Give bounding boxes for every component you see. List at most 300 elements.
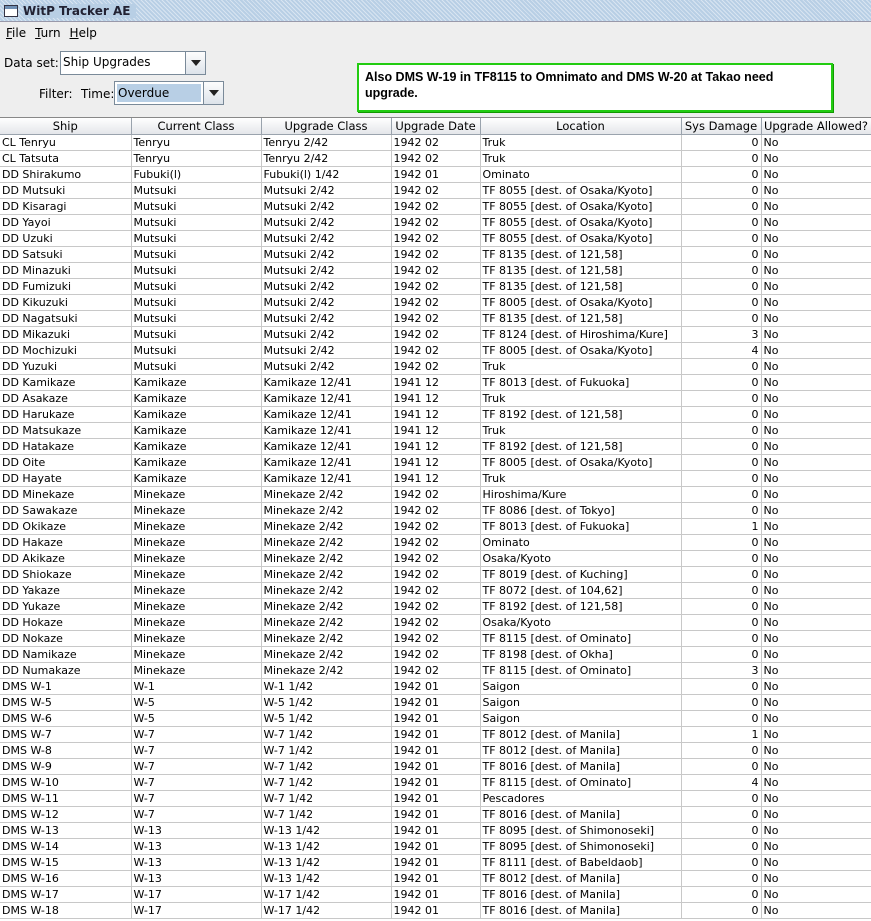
- cell-upgrade-date: 1942 01: [391, 870, 480, 886]
- cell-sys-damage: 0: [681, 310, 761, 326]
- cell-location: TF 8005 [dest. of Osaka/Kyoto]: [480, 294, 681, 310]
- cell-upgrade-class: Minekaze 2/42: [261, 534, 391, 550]
- cell-upgrade-date: 1942 01: [391, 678, 480, 694]
- cell-upgrade-date: 1941 12: [391, 422, 480, 438]
- cell-upgrade-date: 1942 02: [391, 214, 480, 230]
- cell-location: Ominato: [480, 534, 681, 550]
- table-row[interactable]: [0, 614, 871, 630]
- cell-upgrade-class: Minekaze 2/42: [261, 662, 391, 678]
- cell-upgrade-class: Kamikaze 12/41: [261, 390, 391, 406]
- cell-sys-damage: 1: [681, 518, 761, 534]
- cell-upgrade-date: 1942 02: [391, 278, 480, 294]
- cell-upgrade-date: 1942 02: [391, 630, 480, 646]
- cell-upgrade-class: Minekaze 2/42: [261, 630, 391, 646]
- cell-current-class: Minekaze: [131, 598, 261, 614]
- column-header-current-class[interactable]: Current Class: [131, 118, 261, 134]
- cell-upgrade-date: 1941 12: [391, 470, 480, 486]
- cell-upgrade-date: 1941 12: [391, 374, 480, 390]
- upgrades-table-container[interactable]: [0, 117, 871, 921]
- table-row[interactable]: [0, 758, 871, 774]
- cell-upgrade-class: Mutsuki 2/42: [261, 198, 391, 214]
- dataset-dropdown-button[interactable]: [185, 52, 205, 74]
- menu-file-rest: ile: [12, 26, 27, 40]
- menu-file[interactable]: [3, 26, 32, 40]
- cell-upgrade-date: 1941 12: [391, 438, 480, 454]
- cell-upgrade-allowed: No: [761, 870, 871, 886]
- cell-current-class: Mutsuki: [131, 230, 261, 246]
- cell-upgrade-date: 1942 02: [391, 326, 480, 342]
- cell-ship: DD Yuzuki: [0, 358, 131, 374]
- cell-current-class: Kamikaze: [131, 406, 261, 422]
- cell-upgrade-allowed: No: [761, 150, 871, 166]
- cell-sys-damage: 0: [681, 566, 761, 582]
- table-row[interactable]: [0, 438, 871, 454]
- table-row[interactable]: [0, 854, 871, 870]
- menu-turn-rest: urn: [40, 26, 61, 40]
- table-row[interactable]: [0, 406, 871, 422]
- table-row[interactable]: [0, 150, 871, 166]
- cell-upgrade-class: Minekaze 2/42: [261, 646, 391, 662]
- cell-current-class: Kamikaze: [131, 454, 261, 470]
- cell-upgrade-allowed: No: [761, 486, 871, 502]
- cell-location: Pescadores: [480, 790, 681, 806]
- cell-current-class: Minekaze: [131, 630, 261, 646]
- cell-upgrade-class: Kamikaze 12/41: [261, 438, 391, 454]
- column-header-upgrade-date[interactable]: Upgrade Date: [391, 118, 480, 134]
- cell-ship: DD Shiokaze: [0, 566, 131, 582]
- cell-ship: DD Sawakaze: [0, 502, 131, 518]
- table-row[interactable]: [0, 214, 871, 230]
- cell-current-class: W-13: [131, 870, 261, 886]
- cell-location: Truk: [480, 358, 681, 374]
- cell-upgrade-allowed: No: [761, 134, 871, 150]
- cell-upgrade-date: 1942 02: [391, 566, 480, 582]
- cell-upgrade-class: Minekaze 2/42: [261, 550, 391, 566]
- cell-upgrade-allowed: No: [761, 838, 871, 854]
- cell-ship: DMS W-17: [0, 886, 131, 902]
- cell-ship: DD Minekaze: [0, 486, 131, 502]
- menu-turn[interactable]: [32, 26, 66, 40]
- cell-location: TF 8055 [dest. of Osaka/Kyoto]: [480, 230, 681, 246]
- cell-location: TF 8013 [dest. of Fukuoka]: [480, 518, 681, 534]
- table-row[interactable]: [0, 294, 871, 310]
- table-row[interactable]: [0, 902, 871, 918]
- cell-location: TF 8005 [dest. of Osaka/Kyoto]: [480, 342, 681, 358]
- cell-upgrade-date: 1942 01: [391, 854, 480, 870]
- cell-upgrade-date: 1942 02: [391, 534, 480, 550]
- table-row[interactable]: [0, 662, 871, 678]
- cell-upgrade-date: 1942 02: [391, 486, 480, 502]
- cell-sys-damage: 0: [681, 358, 761, 374]
- title-bar[interactable]: [0, 0, 871, 22]
- table-row[interactable]: [0, 822, 871, 838]
- cell-upgrade-class: W-17 1/42: [261, 886, 391, 902]
- table-row[interactable]: [0, 278, 871, 294]
- cell-current-class: Minekaze: [131, 582, 261, 598]
- cell-upgrade-date: 1942 01: [391, 902, 480, 918]
- cell-location: Saigon: [480, 694, 681, 710]
- cell-upgrade-class: Minekaze 2/42: [261, 614, 391, 630]
- cell-ship: DD Shirakumo: [0, 166, 131, 182]
- cell-upgrade-date: 1942 02: [391, 502, 480, 518]
- column-header-upgrade-allowed[interactable]: Upgrade Allowed?: [761, 118, 871, 134]
- cell-ship: DD Hatakaze: [0, 438, 131, 454]
- cell-upgrade-date: 1942 02: [391, 518, 480, 534]
- cell-ship: DMS W-8: [0, 742, 131, 758]
- cell-sys-damage: 0: [681, 502, 761, 518]
- cell-upgrade-allowed: No: [761, 230, 871, 246]
- cell-upgrade-allowed: No: [761, 470, 871, 486]
- cell-upgrade-class: W-5 1/42: [261, 710, 391, 726]
- cell-ship: DD Hakaze: [0, 534, 131, 550]
- cell-upgrade-class: Kamikaze 12/41: [261, 422, 391, 438]
- cell-upgrade-allowed: No: [761, 214, 871, 230]
- cell-upgrade-class: W-7 1/42: [261, 742, 391, 758]
- cell-ship: DMS W-14: [0, 838, 131, 854]
- cell-sys-damage: 0: [681, 294, 761, 310]
- cell-ship: DD Yayoi: [0, 214, 131, 230]
- cell-ship: DMS W-9: [0, 758, 131, 774]
- cell-sys-damage: 0: [681, 470, 761, 486]
- column-header-ship[interactable]: Ship: [0, 118, 131, 134]
- cell-upgrade-allowed: No: [761, 374, 871, 390]
- cell-sys-damage: 0: [681, 230, 761, 246]
- table-header-row: [0, 118, 871, 134]
- cell-location: Truk: [480, 470, 681, 486]
- menu-turn-mnemonic: T: [35, 26, 41, 40]
- cell-ship: DD Numakaze: [0, 662, 131, 678]
- cell-upgrade-allowed: No: [761, 742, 871, 758]
- cell-ship: DD Yakaze: [0, 582, 131, 598]
- cell-sys-damage: 0: [681, 870, 761, 886]
- table-row[interactable]: [0, 374, 871, 390]
- table-row[interactable]: [0, 870, 871, 886]
- table-row[interactable]: [0, 230, 871, 246]
- cell-sys-damage: 0: [681, 454, 761, 470]
- cell-sys-damage: 0: [681, 166, 761, 182]
- cell-current-class: Mutsuki: [131, 214, 261, 230]
- cell-upgrade-allowed: No: [761, 182, 871, 198]
- cell-sys-damage: 0: [681, 198, 761, 214]
- cell-current-class: W-7: [131, 758, 261, 774]
- cell-upgrade-class: Minekaze 2/42: [261, 566, 391, 582]
- table-row[interactable]: [0, 694, 871, 710]
- cell-upgrade-date: 1942 02: [391, 310, 480, 326]
- cell-location: TF 8072 [dest. of 104,62]: [480, 582, 681, 598]
- cell-upgrade-date: 1942 02: [391, 230, 480, 246]
- cell-location: Truk: [480, 150, 681, 166]
- cell-current-class: W-7: [131, 774, 261, 790]
- cell-sys-damage: 0: [681, 486, 761, 502]
- cell-ship: DD Hokaze: [0, 614, 131, 630]
- cell-current-class: W-7: [131, 742, 261, 758]
- table-row[interactable]: [0, 646, 871, 662]
- cell-current-class: Minekaze: [131, 534, 261, 550]
- cell-ship: DD Satsuki: [0, 246, 131, 262]
- cell-sys-damage: 0: [681, 150, 761, 166]
- cell-sys-damage: 0: [681, 838, 761, 854]
- cell-upgrade-class: Mutsuki 2/42: [261, 262, 391, 278]
- cell-upgrade-allowed: No: [761, 198, 871, 214]
- table-row[interactable]: [0, 246, 871, 262]
- cell-upgrade-allowed: No: [761, 662, 871, 678]
- table-row[interactable]: [0, 358, 871, 374]
- cell-upgrade-allowed: No: [761, 406, 871, 422]
- table-row[interactable]: [0, 678, 871, 694]
- cell-upgrade-date: 1941 12: [391, 406, 480, 422]
- cell-location: TF 8019 [dest. of Kuching]: [480, 566, 681, 582]
- cell-sys-damage: 4: [681, 774, 761, 790]
- cell-upgrade-class: W-7 1/42: [261, 726, 391, 742]
- table-row[interactable]: [0, 886, 871, 902]
- cell-upgrade-class: Kamikaze 12/41: [261, 374, 391, 390]
- table-row[interactable]: [0, 742, 871, 758]
- cell-ship: DD Kikuzuki: [0, 294, 131, 310]
- ship-upgrades-table: [0, 118, 871, 919]
- cell-upgrade-allowed: No: [761, 438, 871, 454]
- table-row[interactable]: [0, 534, 871, 550]
- table-row[interactable]: [0, 486, 871, 502]
- cell-ship: DMS W-16: [0, 870, 131, 886]
- table-row[interactable]: [0, 710, 871, 726]
- cell-upgrade-allowed: No: [761, 854, 871, 870]
- cell-upgrade-allowed: No: [761, 278, 871, 294]
- cell-sys-damage: 0: [681, 374, 761, 390]
- cell-ship: DMS W-15: [0, 854, 131, 870]
- cell-upgrade-date: 1942 02: [391, 614, 480, 630]
- table-row[interactable]: [0, 630, 871, 646]
- cell-upgrade-allowed: No: [761, 774, 871, 790]
- cell-upgrade-date: 1942 02: [391, 662, 480, 678]
- cell-current-class: W-7: [131, 806, 261, 822]
- cell-upgrade-class: Mutsuki 2/42: [261, 230, 391, 246]
- cell-sys-damage: 0: [681, 790, 761, 806]
- cell-upgrade-allowed: No: [761, 710, 871, 726]
- cell-upgrade-class: Fubuki(l) 1/42: [261, 166, 391, 182]
- cell-upgrade-allowed: No: [761, 646, 871, 662]
- cell-location: TF 8012 [dest. of Manila]: [480, 726, 681, 742]
- cell-location: TF 8016 [dest. of Manila]: [480, 758, 681, 774]
- cell-current-class: W-13: [131, 838, 261, 854]
- cell-location: TF 8135 [dest. of 121,58]: [480, 246, 681, 262]
- cell-sys-damage: 0: [681, 534, 761, 550]
- cell-upgrade-allowed: No: [761, 518, 871, 534]
- cell-ship: DMS W-13: [0, 822, 131, 838]
- cell-location: TF 8086 [dest. of Tokyo]: [480, 502, 681, 518]
- chevron-down-icon: [191, 60, 201, 66]
- cell-upgrade-date: 1942 02: [391, 342, 480, 358]
- dataset-select-value: Ship Upgrades: [63, 55, 151, 69]
- cell-ship: DMS W-18: [0, 902, 131, 918]
- cell-location: Hiroshima/Kure: [480, 486, 681, 502]
- column-header-location[interactable]: Location: [480, 118, 681, 134]
- cell-ship: DD Matsukaze: [0, 422, 131, 438]
- cell-upgrade-allowed: No: [761, 630, 871, 646]
- cell-upgrade-date: 1942 02: [391, 246, 480, 262]
- cell-upgrade-class: Mutsuki 2/42: [261, 358, 391, 374]
- cell-sys-damage: 0: [681, 646, 761, 662]
- cell-sys-damage: 0: [681, 406, 761, 422]
- cell-upgrade-class: Minekaze 2/42: [261, 502, 391, 518]
- cell-current-class: Mutsuki: [131, 326, 261, 342]
- table-row[interactable]: [0, 598, 871, 614]
- table-row[interactable]: [0, 182, 871, 198]
- cell-current-class: W-5: [131, 710, 261, 726]
- cell-current-class: Fubuki(l): [131, 166, 261, 182]
- cell-upgrade-date: 1942 02: [391, 294, 480, 310]
- table-row[interactable]: [0, 806, 871, 822]
- dataset-select[interactable]: [60, 51, 206, 75]
- table-row[interactable]: [0, 342, 871, 358]
- cell-current-class: W-7: [131, 790, 261, 806]
- cell-upgrade-date: 1942 02: [391, 582, 480, 598]
- cell-upgrade-allowed: No: [761, 358, 871, 374]
- table-row[interactable]: [0, 582, 871, 598]
- table-row[interactable]: [0, 390, 871, 406]
- cell-upgrade-allowed: No: [761, 886, 871, 902]
- cell-sys-damage: 3: [681, 662, 761, 678]
- app-window-icon: [4, 5, 18, 17]
- table-row[interactable]: [0, 502, 871, 518]
- cell-current-class: Minekaze: [131, 550, 261, 566]
- cell-ship: DD Mikazuki: [0, 326, 131, 342]
- cell-upgrade-allowed: No: [761, 502, 871, 518]
- cell-location: TF 8192 [dest. of 121,58]: [480, 406, 681, 422]
- table-row[interactable]: [0, 518, 871, 534]
- table-row[interactable]: [0, 838, 871, 854]
- cell-upgrade-date: 1942 01: [391, 726, 480, 742]
- filter-label: Filter:: [39, 87, 73, 101]
- cell-upgrade-class: Tenryu 2/42: [261, 150, 391, 166]
- cell-upgrade-class: Kamikaze 12/41: [261, 406, 391, 422]
- menu-help[interactable]: [67, 26, 103, 40]
- cell-location: TF 8115 [dest. of Ominato]: [480, 774, 681, 790]
- cell-upgrade-class: Kamikaze 12/41: [261, 470, 391, 486]
- cell-upgrade-class: Mutsuki 2/42: [261, 294, 391, 310]
- menu-help-mnemonic: H: [69, 26, 79, 40]
- cell-sys-damage: 0: [681, 550, 761, 566]
- cell-upgrade-date: 1942 01: [391, 806, 480, 822]
- table-row[interactable]: [0, 566, 871, 582]
- cell-sys-damage: 0: [681, 630, 761, 646]
- cell-upgrade-date: 1942 01: [391, 774, 480, 790]
- cell-sys-damage: 4: [681, 342, 761, 358]
- cell-current-class: Kamikaze: [131, 390, 261, 406]
- cell-location: TF 8135 [dest. of 121,58]: [480, 310, 681, 326]
- cell-upgrade-allowed: No: [761, 598, 871, 614]
- cell-current-class: Minekaze: [131, 646, 261, 662]
- cell-location: TF 8192 [dest. of 121,58]: [480, 438, 681, 454]
- cell-current-class: Tenryu: [131, 134, 261, 150]
- cell-sys-damage: 0: [681, 438, 761, 454]
- cell-upgrade-class: W-7 1/42: [261, 806, 391, 822]
- cell-ship: DD Mutsuki: [0, 182, 131, 198]
- table-row[interactable]: [0, 326, 871, 342]
- cell-location: Saigon: [480, 678, 681, 694]
- cell-sys-damage: 1: [681, 726, 761, 742]
- cell-upgrade-allowed: No: [761, 678, 871, 694]
- chevron-down-icon: [209, 90, 219, 96]
- cell-sys-damage: 0: [681, 886, 761, 902]
- cell-current-class: Mutsuki: [131, 294, 261, 310]
- cell-upgrade-class: Minekaze 2/42: [261, 518, 391, 534]
- table-row[interactable]: [0, 198, 871, 214]
- cell-current-class: Mutsuki: [131, 182, 261, 198]
- cell-current-class: Kamikaze: [131, 470, 261, 486]
- cell-current-class: W-1: [131, 678, 261, 694]
- menu-file-mnemonic: F: [6, 26, 13, 40]
- cell-location: TF 8192 [dest. of 121,58]: [480, 598, 681, 614]
- window-title: WitP Tracker AE: [23, 4, 136, 18]
- cell-ship: DMS W-12: [0, 806, 131, 822]
- cell-ship: DD Kamikaze: [0, 374, 131, 390]
- cell-upgrade-class: W-7 1/42: [261, 790, 391, 806]
- cell-sys-damage: 0: [681, 134, 761, 150]
- cell-upgrade-class: Minekaze 2/42: [261, 582, 391, 598]
- cell-sys-damage: 0: [681, 278, 761, 294]
- cell-upgrade-allowed: No: [761, 454, 871, 470]
- cell-upgrade-date: 1942 02: [391, 646, 480, 662]
- cell-upgrade-allowed: No: [761, 822, 871, 838]
- cell-ship: DD Hayate: [0, 470, 131, 486]
- cell-sys-damage: 0: [681, 902, 761, 918]
- cell-ship: DD Yukaze: [0, 598, 131, 614]
- table-row[interactable]: [0, 726, 871, 742]
- table-row[interactable]: [0, 310, 871, 326]
- table-row[interactable]: [0, 550, 871, 566]
- cell-upgrade-date: 1942 01: [391, 822, 480, 838]
- cell-sys-damage: 0: [681, 854, 761, 870]
- cell-ship: DD Okikaze: [0, 518, 131, 534]
- cell-location: Ominato: [480, 166, 681, 182]
- cell-current-class: Kamikaze: [131, 438, 261, 454]
- cell-current-class: W-17: [131, 902, 261, 918]
- cell-current-class: Kamikaze: [131, 374, 261, 390]
- column-header-sys-damage[interactable]: Sys Damage: [681, 118, 761, 134]
- table-row[interactable]: [0, 774, 871, 790]
- table-row[interactable]: [0, 790, 871, 806]
- cell-ship: DD Fumizuki: [0, 278, 131, 294]
- cell-current-class: Mutsuki: [131, 310, 261, 326]
- cell-upgrade-class: Tenryu 2/42: [261, 134, 391, 150]
- cell-sys-damage: 3: [681, 326, 761, 342]
- cell-upgrade-date: 1942 02: [391, 150, 480, 166]
- menu-bar: [0, 22, 871, 44]
- time-dropdown-button[interactable]: [203, 82, 223, 104]
- cell-upgrade-class: W-1 1/42: [261, 678, 391, 694]
- table-row[interactable]: [0, 166, 871, 182]
- table-row[interactable]: [0, 134, 871, 150]
- column-header-upgrade-class[interactable]: Upgrade Class: [261, 118, 391, 134]
- cell-upgrade-date: 1941 12: [391, 454, 480, 470]
- cell-location: TF 8095 [dest. of Shimonoseki]: [480, 822, 681, 838]
- cell-upgrade-date: 1942 02: [391, 182, 480, 198]
- table-row[interactable]: [0, 262, 871, 278]
- cell-upgrade-class: W-5 1/42: [261, 694, 391, 710]
- table-row[interactable]: [0, 422, 871, 438]
- cell-upgrade-allowed: No: [761, 566, 871, 582]
- table-row[interactable]: [0, 470, 871, 486]
- time-select[interactable]: [114, 81, 224, 105]
- cell-upgrade-date: 1942 01: [391, 886, 480, 902]
- cell-upgrade-class: Mutsuki 2/42: [261, 278, 391, 294]
- cell-upgrade-allowed: No: [761, 694, 871, 710]
- cell-upgrade-date: 1942 01: [391, 790, 480, 806]
- cell-ship: DD Mochizuki: [0, 342, 131, 358]
- cell-ship: DD Oite: [0, 454, 131, 470]
- table-row[interactable]: [0, 454, 871, 470]
- cell-upgrade-allowed: No: [761, 390, 871, 406]
